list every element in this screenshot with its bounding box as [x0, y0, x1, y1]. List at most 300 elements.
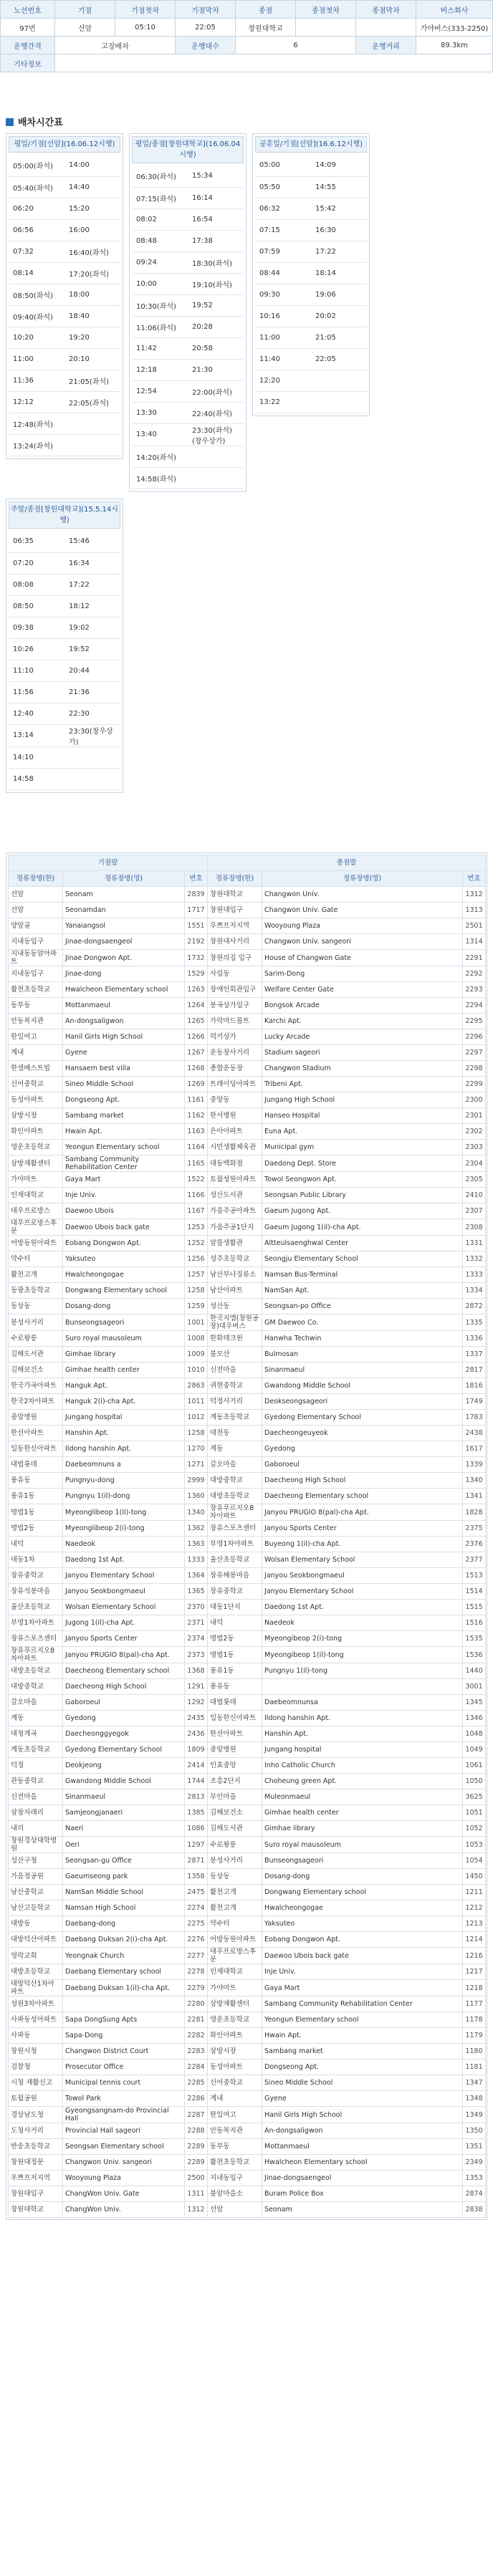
stop-name-en: Jinae-dongsaengeol	[262, 2171, 463, 2186]
stop-name-ko: 불암마을소	[208, 2186, 262, 2202]
departure-time: 10:30(좌석)	[132, 294, 188, 316]
route-stops-table	[8, 855, 486, 2218]
table-row	[9, 1853, 486, 1869]
stop-name-ko: 지내동입구	[9, 966, 63, 982]
schedule-box-weekday-start	[6, 133, 123, 459]
stop-number: 1257	[185, 1267, 208, 1283]
stop-name-en: Janyou Sports Center	[262, 1521, 463, 1537]
departure-time: 20:58	[188, 337, 244, 359]
stop-name-ko: 동성아파트	[208, 2060, 262, 2075]
stop-name-en: Daebang Elementary school	[63, 1964, 185, 1980]
schedule-row	[9, 531, 120, 552]
stop-name-en: Janyou Elementary School	[262, 1584, 463, 1600]
stop-name-ko: 대우프로방스후문	[208, 1948, 262, 1964]
stop-name-en: Yeongnak Church	[63, 1948, 185, 1964]
stop-name-en: An-dongsaligwon	[63, 1014, 185, 1029]
summary-header: 노선번호	[1, 1, 55, 19]
stop-name-ko: 한국2차아파트	[9, 1394, 63, 1410]
stop-name-ko: 반송초등학교	[9, 2139, 63, 2155]
stop-name-en: Gyeongsangnam-do Provincial Hall	[63, 2107, 185, 2123]
stop-number: 1259	[185, 1299, 208, 1315]
stop-number: 1337	[463, 1347, 486, 1363]
stop-name-ko: 김해보건소	[9, 1363, 63, 1378]
stop-name-ko: 창원대사거리	[208, 934, 262, 950]
stop-name-ko: 화인아파트	[9, 1124, 63, 1140]
stop-name-ko: 활천고개	[9, 1267, 63, 1283]
stop-name-en: Gimhae health center	[262, 1805, 463, 1821]
summary-header: 기점막차	[176, 1, 236, 19]
stop-number: 1051	[463, 1805, 486, 1821]
route-number: 97번	[1, 19, 55, 37]
departure-time	[188, 467, 244, 489]
stop-number: 1163	[185, 1124, 208, 1140]
stop-name-ko: 계동	[208, 1441, 262, 1457]
table-row	[9, 2123, 486, 2139]
stop-number: 1333	[463, 1267, 486, 1283]
stop-name-ko: 도청사거리	[9, 2123, 63, 2139]
stop-name-ko: 창원대학교	[208, 887, 262, 903]
stop-number: 2301	[463, 1108, 486, 1124]
table-row	[9, 1394, 486, 1410]
stop-number: 1347	[463, 2075, 486, 2091]
interval-label: 운행간격	[1, 37, 55, 54]
departure-time	[311, 370, 367, 391]
stop-name-ko: 계동	[9, 1711, 63, 1726]
departure-time: 07:32	[9, 241, 64, 262]
stop-name-en: Pungnyu 1(il)-tong	[262, 1663, 463, 1679]
departure-time: 07:20	[9, 552, 64, 574]
stop-number: 1360	[185, 1489, 208, 1504]
stop-name-ko: 동성아파트	[9, 1092, 63, 1108]
departure-time: 16:54	[188, 208, 244, 230]
stop-name-en: Buyeong 1(il)-cha Apt.	[262, 1537, 463, 1552]
stop-name-en: Samjeongjanaeri	[63, 1805, 185, 1821]
stop-name-en: Gyedong Elementary School	[262, 1410, 463, 1426]
departure-time: 10:26	[9, 638, 64, 660]
stop-name-ko: 한샘베스트빌	[9, 1061, 63, 1077]
stop-name-en: Hanil Girls High School	[63, 1029, 185, 1045]
table-row	[9, 1504, 486, 1521]
table-row	[9, 2155, 486, 2171]
stop-name-en: Gaboroeul	[63, 1695, 185, 1711]
schedule-row	[132, 467, 244, 489]
summary-header-row	[1, 1, 493, 19]
table-row	[9, 982, 486, 998]
stop-number: 1161	[185, 1092, 208, 1108]
stop-name-ko: 우쁘프저지역	[208, 918, 262, 934]
schedule-row	[9, 638, 120, 660]
stop-name-en: Janyou Seokbongmaeul	[262, 1568, 463, 1584]
stop-name-en: Deokseongsageori	[262, 1394, 463, 1410]
schedule-row	[9, 574, 120, 595]
stop-number: 1535	[463, 1631, 486, 1647]
schedule-row	[9, 327, 120, 348]
departure-time: 21:05(좌석)	[64, 370, 120, 391]
table-row	[9, 1600, 486, 1615]
departure-time: 11:10	[9, 660, 64, 681]
table-row	[9, 1980, 486, 1996]
stop-name-ko: 장유석봉마을	[9, 1584, 63, 1600]
departure-time: 18:14	[311, 262, 367, 284]
departure-time: 14:09	[311, 155, 367, 176]
schedule-row	[132, 316, 244, 337]
schedule-row	[9, 724, 120, 746]
stop-name-en: Sapa DongSung Apts	[63, 2012, 185, 2028]
stop-name-ko: 중앙병원	[208, 1742, 262, 1758]
stop-name-ko: 한일여고	[208, 2107, 262, 2123]
table-row	[9, 1124, 486, 1140]
stop-number: 2283	[185, 2044, 208, 2060]
stop-name-ko: 토월공원	[9, 2091, 63, 2107]
stop-number: 1258	[185, 1283, 208, 1299]
stop-number: 1362	[185, 1521, 208, 1537]
table-row	[9, 1695, 486, 1711]
stop-name-ko: 남산아파트	[208, 1283, 262, 1299]
stop-name-ko: 창원대입구	[208, 903, 262, 918]
departure-time: 19:10(좌석)	[188, 273, 244, 294]
departure-time: 11:06(좌석)	[132, 316, 188, 337]
departure-time: 14:58	[9, 768, 64, 789]
stop-name-en: Seongsan Public Library	[262, 1188, 463, 1203]
stop-name-en: Tribeni Apt.	[262, 1077, 463, 1092]
schedule-row	[9, 198, 120, 219]
stop-number: 2308	[463, 1219, 486, 1236]
stop-name-ko: 활천고개	[208, 1900, 262, 1916]
stop-number: 1269	[185, 1077, 208, 1092]
stop-name-en: Janyou PRUGIO 8(pal)-cha Apt.	[63, 1647, 185, 1663]
stop-number: 1314	[463, 934, 486, 950]
summary-etc-row	[1, 54, 493, 72]
table-row	[9, 1203, 486, 1219]
schedule-row	[9, 681, 120, 703]
stop-name-ko: 갈오마을	[9, 1695, 63, 1711]
schedule-row	[9, 348, 120, 370]
departure-time	[188, 446, 244, 467]
departure-time: 12:48(좌석)	[9, 413, 64, 434]
stop-name-en: Suro royal mausoleum	[63, 1331, 185, 1347]
stop-number: 2435	[185, 1711, 208, 1726]
stop-name-ko: 명법1동	[208, 1647, 262, 1663]
departure-time: 18:40	[64, 305, 120, 327]
stop-name-en: Gyedong Elementary School	[63, 1742, 185, 1758]
column-header: 정류장명(영)	[63, 871, 185, 887]
stop-name-ko: 대법롯데	[208, 1695, 262, 1711]
stop-name-en: Hanguk 2(i)-cha Apt.	[63, 1394, 185, 1410]
stop-number: 1513	[463, 1568, 486, 1584]
stop-name-ko: 김해도서관	[9, 1347, 63, 1363]
departure-time: 08:02	[132, 208, 188, 230]
stop-name-en: Hwain Apt.	[262, 2028, 463, 2044]
summary-header: 기점첫차	[115, 1, 176, 19]
table-row	[9, 903, 486, 918]
stop-number: 2410	[463, 1188, 486, 1203]
stop-name-ko: 율산초등학교	[9, 1600, 63, 1615]
stop-name-en: Jinae Dongwon Apt.	[63, 950, 185, 966]
schedule-box-title: 평일/종점[창원대학교](16.06.04시행)	[132, 136, 244, 163]
schedule-row	[255, 176, 367, 198]
stop-number: 2287	[185, 2107, 208, 2123]
departure-time: 19:20	[64, 327, 120, 348]
stop-name-en: GM Daewoo Co.	[262, 1315, 463, 1331]
column-header: 번호	[185, 871, 208, 887]
stop-name-en: Myeongibeop 2(i)-tong	[262, 1631, 463, 1647]
table-row	[9, 1188, 486, 1203]
stop-number: 1164	[185, 1140, 208, 1155]
stop-name-ko: 수로왕릉	[208, 1837, 262, 1853]
stop-name-ko: 동상동	[9, 1299, 63, 1315]
stop-name-ko: 대동1차	[9, 1552, 63, 1568]
stop-number: 1214	[463, 1932, 486, 1948]
departure-time: 12:40	[9, 703, 64, 724]
table-row	[9, 1457, 486, 1473]
table-row	[9, 1663, 486, 1679]
stop-name-en: An-dongsaligwon	[262, 2123, 463, 2139]
stop-name-en: Hansaem best villa	[63, 1061, 185, 1077]
table-row	[9, 2060, 486, 2075]
table-row	[9, 934, 486, 950]
table-row	[9, 1647, 486, 1663]
stop-number: 1217	[463, 1964, 486, 1980]
stop-name-en: Inje Univ.	[63, 1188, 185, 1203]
stop-number: 1252	[185, 1236, 208, 1251]
departure-time: 20:28	[188, 316, 244, 337]
stop-number: 1345	[463, 1695, 486, 1711]
stop-number: 1522	[185, 1172, 208, 1188]
stop-number: 1012	[185, 1410, 208, 1426]
stop-name-ko: 수로왕릉	[9, 1331, 63, 1347]
stop-name-en: Muleonmaeul	[262, 1789, 463, 1805]
stop-number: 2293	[463, 982, 486, 998]
stop-name-en: Daewoo Ubois back gate	[262, 1948, 463, 1964]
table-row	[9, 2186, 486, 2202]
departure-time: 22:00(좌석)	[188, 380, 244, 402]
stop-name-ko: 대법롯데	[9, 1457, 63, 1473]
stop-name-ko: 중앙동	[208, 1092, 262, 1108]
stop-name-en: Daecheong High School	[262, 1473, 463, 1489]
stop-name-en: Hwalcheon Elementary school	[262, 2155, 463, 2171]
stop-name-ko: 경상남도청	[9, 2107, 63, 2123]
table-row	[9, 2202, 486, 2218]
stop-name-en: Hanwha Techwin	[262, 1331, 463, 1347]
stop-name-en: Changwon Univ. sangeori	[262, 934, 463, 950]
stop-name-en: Gimhae library	[262, 1821, 463, 1837]
stop-number: 1270	[185, 1441, 208, 1457]
departure-time: 14:55	[311, 176, 367, 198]
stop-number: 2278	[185, 1964, 208, 1980]
departure-time: 14:20(좌석)	[132, 446, 188, 467]
stop-number: 2302	[463, 1124, 486, 1140]
departure-time: 14:40	[64, 176, 120, 198]
stop-name-ko: 선암	[9, 887, 63, 903]
stop-name-en: Seonam	[63, 887, 185, 903]
stop-name-ko: 창원대학교	[9, 2202, 63, 2218]
stop-name-en: Choheung green Apt.	[262, 1774, 463, 1789]
stop-name-ko: 지내동입구	[208, 2171, 262, 2186]
table-row	[9, 1837, 486, 1853]
stop-name-en: Jungang hospital	[262, 1742, 463, 1758]
table-row	[9, 2091, 486, 2107]
stop-number: 1048	[463, 1726, 486, 1742]
departure-time: 22:30	[64, 703, 120, 724]
departure-time: 05:50	[255, 176, 311, 198]
departure-time: 10:16	[255, 305, 311, 327]
etc-label: 기타정보	[1, 54, 55, 72]
stop-name-en: Gimhae library	[63, 1347, 185, 1363]
table-row	[9, 1537, 486, 1552]
table-row	[9, 1473, 486, 1489]
stop-number: 2282	[185, 2028, 208, 2044]
end-first-bus	[296, 19, 356, 37]
stop-number: 2374	[185, 1631, 208, 1647]
stop-number: 2298	[463, 1061, 486, 1077]
route-summary-table	[0, 0, 493, 72]
stop-name-en	[63, 1996, 185, 2012]
stop-number: 1213	[463, 1916, 486, 1932]
stop-name-en: Changwon Univ.	[262, 887, 463, 903]
departure-time: 17:22	[311, 241, 367, 262]
table-row	[9, 1568, 486, 1584]
stop-name-ko: 대동백화점	[208, 1155, 262, 1172]
departure-time: 19:52	[64, 638, 120, 660]
stop-number: 2874	[463, 2186, 486, 2202]
stop-name-en: Yaksuteo	[63, 1251, 185, 1267]
stop-name-en: Myeongibeop 1(il)-tong	[262, 1647, 463, 1663]
schedule-row	[9, 746, 120, 768]
stop-name-en: Daebeomnuns a	[63, 1457, 185, 1473]
stop-number: 2279	[185, 1980, 208, 1996]
stop-number: 1263	[185, 982, 208, 998]
start-direction-header: 기점발	[9, 855, 208, 871]
stop-number: 2500	[185, 2171, 208, 2186]
stop-name-en: Seonamdan	[63, 903, 185, 918]
stop-number: 2280	[185, 1996, 208, 2012]
stop-name-ko: 종합운동장	[208, 1061, 262, 1077]
departure-time: 20:10	[64, 348, 120, 370]
schedule-box-title: 평일/기점[선암](16.06.12시행)	[9, 136, 120, 153]
departure-time: 11:00	[255, 327, 311, 348]
stop-number: 2275	[185, 1916, 208, 1932]
summary-value-row	[1, 19, 493, 37]
departure-time: 15:46	[64, 531, 120, 552]
stop-number: 1162	[185, 1108, 208, 1124]
stop-name-ko: 영운초등학교	[9, 1140, 63, 1155]
summary-header: 종점	[236, 1, 296, 19]
stop-number: 2276	[185, 1932, 208, 1948]
table-row	[9, 1489, 486, 1504]
stop-name-ko: 한일여고	[9, 1029, 63, 1045]
departure-time: 05:00(좌석)	[9, 155, 64, 176]
stop-name-en	[262, 1679, 463, 1695]
stop-name-en: Hwalcheongogae	[262, 1900, 463, 1916]
stop-name-en: Changwon District Court	[63, 2044, 185, 2060]
stop-number: 1809	[185, 1742, 208, 1758]
stop-number: 1440	[463, 1663, 486, 1679]
bus-company: 가야버스(333-2250)	[416, 19, 493, 37]
stop-name-ko: 장유스포츠센터	[208, 1521, 262, 1537]
stop-name-ko: 선암	[9, 903, 63, 918]
schedule-row	[255, 155, 367, 176]
stop-name-ko: 일동한신아파트	[208, 1711, 262, 1726]
stop-name-ko: 알뜰생활관	[208, 1236, 262, 1251]
departure-time: 18:30(좌석)	[188, 251, 244, 273]
stop-name-en: Seonam	[262, 2202, 463, 2218]
stop-number: 2838	[463, 2202, 486, 2218]
stop-number: 2414	[185, 1758, 208, 1774]
departure-time: 21:05	[311, 327, 367, 348]
stop-number: 1008	[185, 1331, 208, 1347]
stop-number: 1816	[463, 1378, 486, 1394]
route-sub-header-row	[9, 871, 486, 887]
departure-time: 17:38	[188, 230, 244, 251]
stop-name-en: Wolsan Elementary School	[63, 1600, 185, 1615]
stop-number: 1180	[463, 2044, 486, 2060]
stop-name-en: Jugong 1(il)-cha Apt.	[63, 1615, 185, 1631]
stop-number: 1717	[185, 903, 208, 918]
stop-number: 1010	[185, 1363, 208, 1378]
stop-number: 2274	[185, 1900, 208, 1916]
stop-name-en: Sambang Community Rehabilitation Center	[262, 1996, 463, 2012]
stop-name-en: Seongsan-po Office	[262, 1299, 463, 1315]
schedule-row	[132, 208, 244, 230]
stop-number: 1297	[185, 1837, 208, 1853]
departure-time: 08:44	[255, 262, 311, 284]
stop-name-en: Daecheongeuyeok	[262, 1426, 463, 1441]
stop-number: 2289	[185, 2139, 208, 2155]
stop-name-ko: 삼방시장	[208, 2044, 262, 2060]
table-row	[9, 1236, 486, 1251]
stop-name-ko: 가음주공아파트	[208, 1203, 262, 1219]
stop-name-ko: 사림동	[208, 966, 262, 982]
stop-name-en: Gaboroeul	[262, 1457, 463, 1473]
stop-number: 1364	[185, 1568, 208, 1584]
stop-name-ko: 시민생활체육관	[208, 1140, 262, 1155]
stop-name-en: NamSan Apt.	[262, 1283, 463, 1299]
stop-name-ko: 남산중학교	[9, 1885, 63, 1900]
stop-number: 1617	[463, 1441, 486, 1457]
stop-number: 2292	[463, 966, 486, 982]
stop-name-ko: 계동초등학교	[9, 1742, 63, 1758]
departure-time: 21:30	[188, 359, 244, 380]
stop-number: 1749	[463, 1394, 486, 1410]
stop-number: 1264	[185, 998, 208, 1014]
departure-time: 18:00	[64, 284, 120, 305]
departure-time: 22:40(좌석)	[188, 402, 244, 423]
stop-number: 1339	[463, 1457, 486, 1473]
start-first-bus: 05:10	[115, 19, 176, 37]
departure-time: 09:30	[255, 284, 311, 305]
departure-time: 14:58(좌석)	[132, 467, 188, 489]
departure-time	[64, 413, 120, 434]
stop-name-en: Gyene	[262, 2091, 463, 2107]
stop-name-ko: 일동한신아파트	[9, 1441, 63, 1457]
stop-name-en: Dosang-dong	[262, 1869, 463, 1885]
stop-name-ko: 동상동	[208, 1869, 262, 1885]
stop-name-en: Seongju Elementary School	[262, 1251, 463, 1267]
table-row	[9, 1805, 486, 1821]
stop-name-ko: 장유중학교	[9, 1568, 63, 1584]
stop-name-ko: 남산고등학교	[9, 1900, 63, 1916]
stop-name-ko: 가음주공1단지	[208, 1219, 262, 1236]
departure-time: 12:18	[132, 359, 188, 380]
stop-name-en: Janyou PRUGIO 8(pal)-cha Apt.	[262, 1504, 463, 1521]
stop-name-en: ChangWon Univ. Gate	[63, 2186, 185, 2202]
stop-name-en: Changwon Univ. sangeori	[63, 2155, 185, 2171]
stop-name-en: Namsan Bus-Terminal	[262, 1267, 463, 1283]
departure-time: 07:59	[255, 241, 311, 262]
stop-number: 1536	[463, 1647, 486, 1663]
stop-name-ko: 김해보건소	[208, 1805, 262, 1821]
schedule-row	[132, 165, 244, 187]
